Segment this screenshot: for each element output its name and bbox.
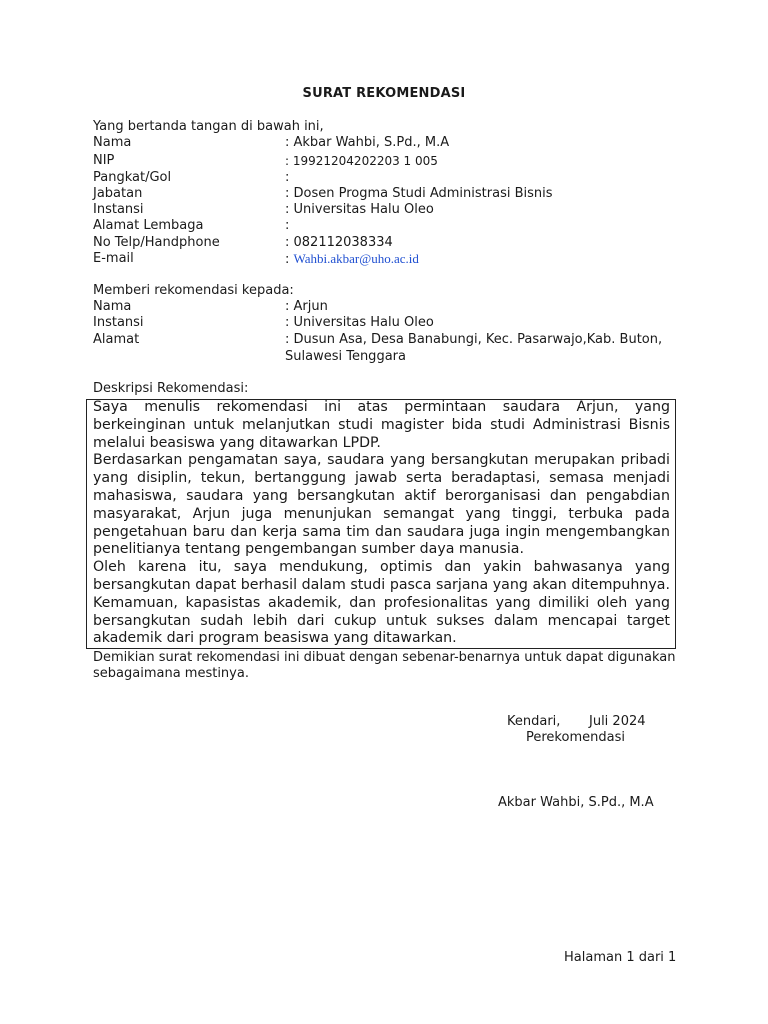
- field-value: : Universitas Halu Oleo: [285, 315, 434, 330]
- signer-field-phone: [93, 235, 677, 251]
- recipient-field-address: [93, 332, 677, 348]
- field-label: Nama: [93, 135, 132, 150]
- field-label: Alamat: [93, 332, 140, 347]
- recipient-address-line2: Sulawesi Tenggara: [285, 349, 406, 364]
- signer-field-nip: [93, 153, 677, 169]
- signer-field-institution: [93, 202, 677, 218]
- signer-role: Perekomendasi: [526, 730, 625, 745]
- email-link[interactable]: Wahbi.akbar@uho.ac.id: [293, 251, 419, 266]
- signer-name: Akbar Wahbi, S.Pd., M.A: [498, 795, 654, 810]
- field-value: : 19921204202203 1 005: [285, 154, 438, 168]
- description-text: [93, 399, 670, 648]
- date-text: Juli 2024: [589, 714, 646, 729]
- recipient-field-name: [93, 299, 677, 315]
- description-label: Deskripsi Rekomendasi:: [93, 381, 249, 396]
- email-colon: :: [285, 252, 290, 267]
- field-label: E-mail: [93, 251, 134, 266]
- recipient-intro: Memberi rekomendasi kepada:: [93, 283, 294, 298]
- field-label: Instansi: [93, 315, 144, 330]
- field-label: Alamat Lembaga: [93, 218, 204, 233]
- signer-field-position: [93, 186, 677, 202]
- page-number: Halaman 1 dari 1: [564, 950, 677, 965]
- closing-statement: Demikian surat rekomendasi ini dibuat dengan sebenar-benarnya untuk dapat digunakan sebagaimana mestinya.: [93, 650, 676, 681]
- intro-text: Yang bertanda tangan di bawah ini,: [93, 119, 324, 134]
- field-label: Jabatan: [93, 186, 143, 201]
- field-label: Nama: [93, 299, 132, 314]
- description-paragraph: Berdasarkan pengamatan saya, saudara yang bersangkutan merupakan pribadi yang disiplin, tekun, bertanggung jawab serta beradaptasi, semasa menjadi mahasiswa, saudara yang bersangkutan aktif berorganisasi dan pengabdian masyarakat, Arjun juga menunjukan semangat yang tinggi, terbuka pada pengetahuan baru dan kerja sama tim dan saudara juga ingin mengembangkan penelitianya tentang pengembangan sumber daya manusia.: [93, 452, 670, 558]
- document-title: SURAT REKOMENDASI: [302, 86, 466, 101]
- field-value: : 082112038334: [285, 235, 393, 250]
- signer-field-email: [93, 251, 677, 267]
- field-value: : Dusun Asa, Desa Banabungi, Kec. Pasarwajo,Kab. Buton,: [285, 332, 663, 347]
- description-paragraph: Oleh karena itu, saya mendukung, optimis dan yakin bahwasanya yang bersangkutan dapat berhasil dalam studi pasca sarjana yang akan ditempuhnya. Kemamuan, kapasistas akademik, dan profesionalitas yang dimiliki oleh yang bersangkutan sudah lebih dari cukup untuk sukses dalam mencapai target akademik dari program beasiswa yang ditawarkan.: [93, 559, 670, 647]
- field-value: : Arjun: [285, 299, 328, 314]
- field-value: : Dosen Progma Studi Administrasi Bisnis: [285, 186, 553, 201]
- recipient-field-institution: [93, 315, 677, 331]
- field-value: : Akbar Wahbi, S.Pd., M.A: [285, 135, 450, 150]
- field-label: Pangkat/Gol: [93, 170, 172, 185]
- signer-field-rank: [93, 170, 677, 186]
- field-value: [285, 251, 419, 268]
- signer-field-address: [93, 218, 677, 234]
- field-value: : Universitas Halu Oleo: [285, 202, 434, 217]
- field-value: :: [285, 170, 290, 185]
- description-paragraph: Saya menulis rekomendasi ini atas permintaan saudara Arjun, yang berkeinginan untuk melanjutkan studi magister bida studi Administrasi Bisnis melalui beasiswa yang ditawarkan LPDP.: [93, 399, 670, 451]
- place-text: Kendari,: [507, 714, 561, 729]
- signer-field-name: [93, 135, 677, 151]
- field-value: :: [285, 218, 290, 233]
- field-label: No Telp/Handphone: [93, 235, 220, 250]
- field-label: Instansi: [93, 202, 144, 217]
- field-label: NIP: [93, 153, 115, 168]
